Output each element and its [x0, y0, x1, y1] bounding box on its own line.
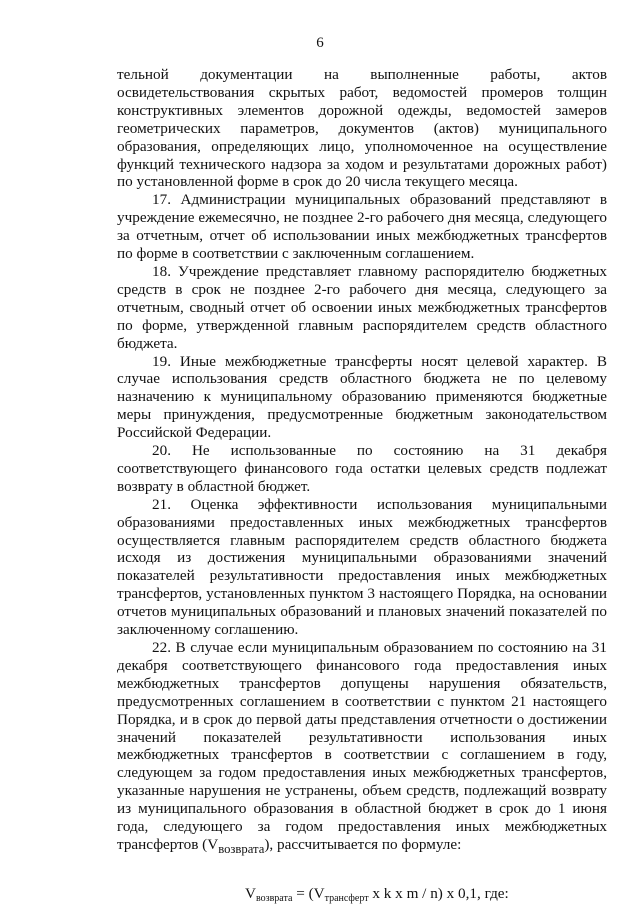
paragraph-text: 18. Учреждение представляет главному распорядителю бюджетных средств в срок не позднее 2-го рабочего дня месяца, следующего за отчетным, сводный отчет об освоении иных межбюджетных трансфертов по форме, утвержденной главным распорядителем средств областного бюджета. [117, 262, 607, 352]
formula-rhs-subscript: трансферт [324, 892, 369, 904]
paragraph-text: 19. Иные межбюджетные трансферты носят целевой характер. В случае использования средств областного бюджета не по целевому назначению к муниципальному образованию применяются бюджетные меры принуждения, предусмотренные бюджетным законодательством Российской Федерации. [117, 352, 607, 442]
paragraph-text: 17. Администрации муниципальных образований представляют в учреждение ежемесячно, не позднее 2-го рабочего дня месяца, следующего за отчетным, отчет об использовании иных межбюджетных трансфертов по форме в соответствии с заключенным соглашением. [117, 191, 607, 263]
paragraph-22 [117, 639, 607, 859]
paragraph-continuation [117, 66, 607, 191]
formula-middle: = (V [292, 884, 325, 902]
paragraph-18 [117, 263, 607, 353]
paragraph-text: тельной документации на выполненные работы, актов освидетельствования скрытых работ, ведомостей промеров толщин конструктивных элементов дорожной одежды, ведомостей замеров геометрических параметров, документов (актов) муниципального образования, определяющих лицо, уполномоченное на осуществление функций технического надзора за ходом и результатами дорожных работ) по установленной форме в срок до 20 числа текущего месяца. [117, 66, 607, 191]
return-volume-formula [117, 885, 607, 903]
paragraph-21 [117, 496, 607, 639]
paragraph-text-tail: ), рассчитывается по формуле: [264, 835, 462, 853]
paragraph-text: 21. Оценка эффективности использования муниципальными образованиями предоставленных иных межбюджетных трансфертов осуществляется главным распорядителем средств областного бюджета исходя из достижения муниципальными образованиями значений показателей результативности предоставления иных межбюджетных трансфертов, установленных пунктом 3 настоящего Порядка, на основании отчетов муниципальных образований и плановых значений показателей по заключенному соглашению. [117, 495, 607, 639]
document-body [117, 66, 607, 903]
formula-rhs: x k x m / n) x 0,1, где: [368, 884, 509, 902]
paragraph-text: 22. В случае если муниципальным образованием по состоянию на 31 декабря соответствующего финансового года предоставления иных межбюджетных трансфертов допущены нарушения обязательств, предусмотренных соглашением в соответствии с пунктом 21 настоящего Порядка, и в срок до первой даты представления отчетности о достижении значений показателей результативности использования иных межбюджетных трансфертов в соответствии с соглашением в году, следующем за годом предоставления иных межбюджетных трансфертов, указанные нарушения не устранены, объем средств, подлежащий возврату из муниципального образования в областной бюджет в срок до 1 июня года, следующего за годом предоставления иных межбюджетных трансфертов (V [117, 639, 607, 853]
paragraph-text: 20. Не использованные по состоянию на 31 декабря соответствующего финансового года остатки целевых средств подлежат возврату в областной бюджет. [117, 442, 607, 495]
return-volume-subscript: возврата [218, 842, 265, 856]
paragraph-19 [117, 353, 607, 443]
formula-lhs-symbol: V [245, 884, 256, 902]
paragraph-17 [117, 191, 607, 263]
formula-lhs-subscript: возврата [255, 892, 293, 904]
paragraph-20 [117, 442, 607, 496]
page-number: 6 [316, 35, 324, 51]
